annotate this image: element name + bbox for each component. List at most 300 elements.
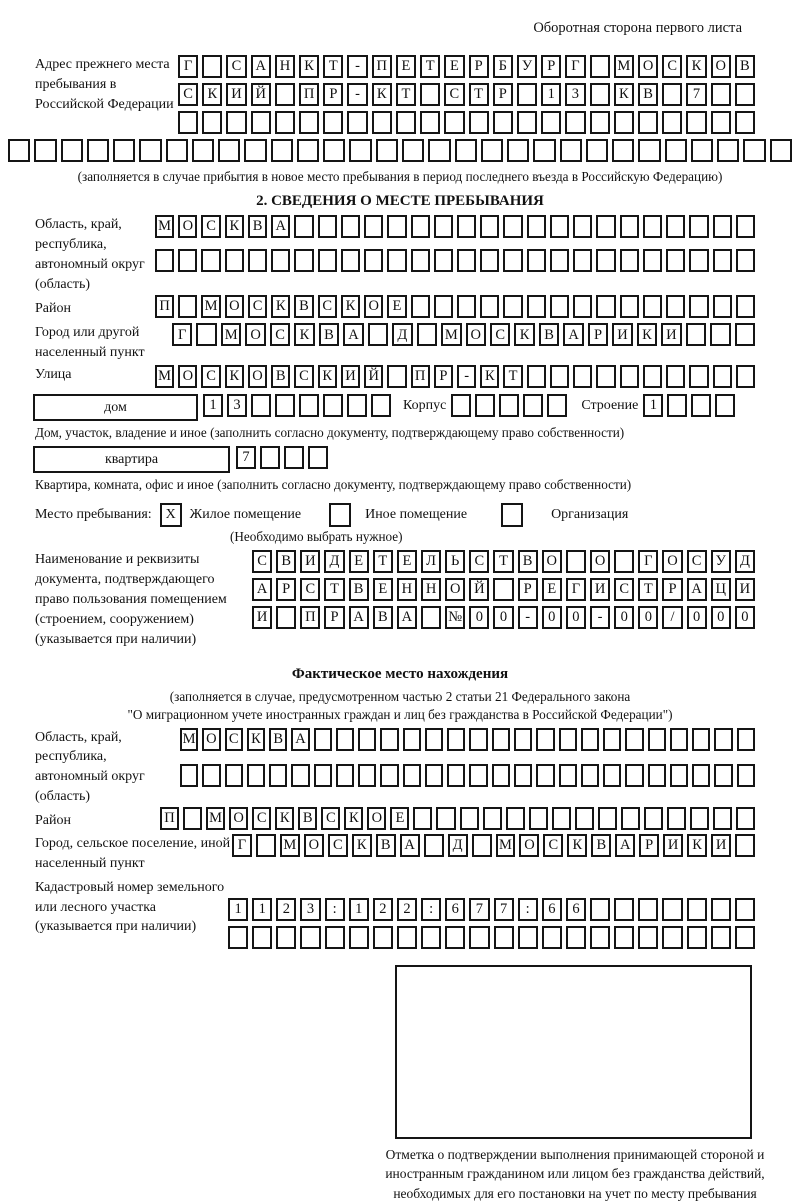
char-cell[interactable]: Д (392, 323, 412, 346)
char-cell[interactable] (711, 83, 731, 106)
char-cell[interactable] (638, 111, 658, 134)
char-cell[interactable] (424, 834, 444, 857)
char-cell[interactable] (648, 764, 666, 787)
char-cell[interactable]: П (155, 295, 174, 318)
char-cell[interactable] (251, 394, 271, 417)
char-cell[interactable]: Е (390, 807, 409, 830)
char-cell[interactable]: М (155, 365, 174, 388)
char-cell[interactable] (550, 215, 569, 238)
char-cell[interactable]: Г (172, 323, 192, 346)
char-cell[interactable]: И (661, 323, 681, 346)
char-cell[interactable] (666, 365, 685, 388)
char-cell[interactable] (202, 55, 222, 78)
char-cell[interactable] (387, 365, 406, 388)
char-cell[interactable]: С (321, 807, 340, 830)
char-cell[interactable]: 0 (469, 606, 489, 629)
char-cell[interactable] (518, 926, 538, 949)
char-cell[interactable] (620, 249, 639, 272)
char-cell[interactable] (533, 139, 555, 162)
char-cell[interactable]: / (662, 606, 682, 629)
char-cell[interactable]: Й (469, 578, 489, 601)
char-cell[interactable]: В (735, 55, 755, 78)
char-cell[interactable]: О (178, 365, 197, 388)
char-cell[interactable] (715, 394, 735, 417)
char-cell[interactable]: О (202, 728, 220, 751)
char-cell[interactable] (666, 295, 685, 318)
char-cell[interactable] (713, 365, 732, 388)
char-cell[interactable]: 1 (203, 394, 223, 417)
char-cell[interactable]: К (299, 55, 319, 78)
char-cell[interactable] (493, 111, 513, 134)
char-cell[interactable] (192, 139, 214, 162)
char-cell[interactable] (314, 728, 332, 751)
char-cell[interactable] (590, 898, 610, 921)
char-cell[interactable]: У (711, 550, 731, 573)
char-cell[interactable]: В (638, 83, 658, 106)
char-cell[interactable] (596, 295, 615, 318)
char-cell[interactable] (256, 834, 276, 857)
char-cell[interactable]: С (252, 550, 272, 573)
char-cell[interactable] (371, 394, 391, 417)
char-cell[interactable]: В (319, 323, 339, 346)
char-cell[interactable] (202, 111, 222, 134)
char-cell[interactable]: М (206, 807, 225, 830)
char-cell[interactable]: О (519, 834, 539, 857)
char-cell[interactable]: А (291, 728, 309, 751)
char-cell[interactable]: О (445, 578, 465, 601)
char-cell[interactable]: О (248, 365, 267, 388)
char-cell[interactable] (550, 249, 569, 272)
char-cell[interactable] (469, 111, 489, 134)
char-cell[interactable] (417, 323, 437, 346)
char-cell[interactable]: В (271, 365, 290, 388)
char-cell[interactable] (503, 215, 522, 238)
char-cell[interactable]: Е (373, 578, 393, 601)
char-cell[interactable] (691, 139, 713, 162)
char-cell[interactable] (638, 139, 660, 162)
char-cell[interactable] (387, 249, 406, 272)
char-cell[interactable] (364, 249, 383, 272)
char-cell[interactable] (743, 139, 765, 162)
char-cell[interactable]: Г (566, 578, 586, 601)
char-cell[interactable] (457, 295, 476, 318)
char-cell[interactable] (620, 215, 639, 238)
char-cell[interactable] (411, 215, 430, 238)
char-cell[interactable] (299, 111, 319, 134)
char-cell[interactable] (420, 111, 440, 134)
char-cell[interactable] (483, 807, 502, 830)
char-cell[interactable] (155, 249, 174, 272)
char-cell[interactable] (87, 139, 109, 162)
char-cell[interactable]: И (735, 578, 755, 601)
char-cell[interactable] (218, 139, 240, 162)
char-cell[interactable] (559, 728, 577, 751)
char-cell[interactable]: И (300, 550, 320, 573)
char-cell[interactable] (644, 807, 663, 830)
char-cell[interactable] (411, 249, 430, 272)
char-cell[interactable]: В (518, 550, 538, 573)
char-cell[interactable] (358, 764, 376, 787)
char-cell[interactable] (711, 926, 731, 949)
char-cell[interactable]: К (294, 323, 314, 346)
char-cell[interactable] (411, 295, 430, 318)
char-cell[interactable]: - (590, 606, 610, 629)
char-cell[interactable] (603, 728, 621, 751)
char-cell[interactable] (403, 728, 421, 751)
char-cell[interactable] (736, 295, 755, 318)
char-cell[interactable] (736, 249, 755, 272)
char-cell[interactable] (625, 764, 643, 787)
char-cell[interactable] (586, 139, 608, 162)
char-cell[interactable] (196, 323, 216, 346)
char-cell[interactable] (34, 139, 56, 162)
char-cell[interactable]: И (711, 834, 731, 857)
char-cell[interactable] (713, 215, 732, 238)
char-cell[interactable]: Д (324, 550, 344, 573)
char-cell[interactable] (494, 926, 514, 949)
char-cell[interactable] (527, 215, 546, 238)
char-cell[interactable] (413, 807, 432, 830)
char-cell[interactable]: К (341, 295, 360, 318)
char-cell[interactable] (480, 295, 499, 318)
char-cell[interactable] (506, 807, 525, 830)
char-cell[interactable] (323, 139, 345, 162)
char-cell[interactable]: В (269, 728, 287, 751)
char-cell[interactable] (420, 83, 440, 106)
char-cell[interactable]: В (349, 578, 369, 601)
char-cell[interactable]: Т (373, 550, 393, 573)
char-cell[interactable]: 7 (686, 83, 706, 106)
char-cell[interactable]: С (662, 55, 682, 78)
char-cell[interactable] (687, 926, 707, 949)
char-cell[interactable] (711, 111, 731, 134)
char-cell[interactable]: С (248, 295, 267, 318)
char-cell[interactable] (550, 295, 569, 318)
char-cell[interactable]: Т (323, 55, 343, 78)
char-cell[interactable]: С (490, 323, 510, 346)
char-cell[interactable]: В (294, 295, 313, 318)
char-cell[interactable]: О (466, 323, 486, 346)
char-cell[interactable]: В (539, 323, 559, 346)
char-cell[interactable] (736, 807, 755, 830)
char-cell[interactable]: 0 (638, 606, 658, 629)
char-cell[interactable] (318, 249, 337, 272)
char-cell[interactable] (376, 139, 398, 162)
char-cell[interactable]: А (400, 834, 420, 857)
char-cell[interactable]: А (563, 323, 583, 346)
char-cell[interactable] (620, 295, 639, 318)
char-cell[interactable]: И (663, 834, 683, 857)
char-cell[interactable]: О (178, 215, 197, 238)
char-cell[interactable] (625, 728, 643, 751)
char-cell[interactable]: В (373, 606, 393, 629)
char-cell[interactable] (260, 446, 280, 469)
char-cell[interactable] (603, 764, 621, 787)
char-cell[interactable]: Е (387, 295, 406, 318)
char-cell[interactable] (252, 926, 272, 949)
char-cell[interactable] (573, 295, 592, 318)
char-cell[interactable] (183, 807, 202, 830)
char-cell[interactable]: Р (662, 578, 682, 601)
char-cell[interactable]: С (201, 215, 220, 238)
char-cell[interactable] (714, 728, 732, 751)
char-cell[interactable] (244, 139, 266, 162)
char-cell[interactable] (425, 728, 443, 751)
char-cell[interactable]: М (155, 215, 174, 238)
char-cell[interactable] (689, 249, 708, 272)
char-cell[interactable] (643, 295, 662, 318)
char-cell[interactable] (662, 926, 682, 949)
char-cell[interactable] (514, 728, 532, 751)
char-cell[interactable]: Н (275, 55, 295, 78)
char-cell[interactable]: 0 (711, 606, 731, 629)
char-cell[interactable]: М (614, 55, 634, 78)
char-cell[interactable]: И (612, 323, 632, 346)
char-cell[interactable]: 6 (445, 898, 465, 921)
char-cell[interactable]: О (225, 295, 244, 318)
char-cell[interactable] (225, 764, 243, 787)
char-cell[interactable]: А (252, 578, 272, 601)
char-cell[interactable]: Ь (445, 550, 465, 573)
char-cell[interactable] (275, 394, 295, 417)
char-cell[interactable]: № (445, 606, 465, 629)
char-cell[interactable]: О (711, 55, 731, 78)
char-cell[interactable]: К (225, 365, 244, 388)
char-cell[interactable]: - (347, 55, 367, 78)
char-cell[interactable] (541, 111, 561, 134)
char-cell[interactable]: С (294, 365, 313, 388)
char-cell[interactable]: И (341, 365, 360, 388)
char-cell[interactable] (336, 728, 354, 751)
char-cell[interactable] (667, 807, 686, 830)
char-cell[interactable] (643, 249, 662, 272)
char-cell[interactable]: К (514, 323, 534, 346)
char-cell[interactable]: М (201, 295, 220, 318)
char-cell[interactable]: Р (323, 83, 343, 106)
char-cell[interactable]: К (567, 834, 587, 857)
char-cell[interactable] (323, 111, 343, 134)
char-cell[interactable] (717, 139, 739, 162)
char-cell[interactable]: 2 (276, 898, 296, 921)
char-cell[interactable] (469, 764, 487, 787)
char-cell[interactable]: М (221, 323, 241, 346)
char-cell[interactable] (736, 365, 755, 388)
char-cell[interactable] (323, 394, 343, 417)
char-cell[interactable] (667, 394, 687, 417)
stay-type-checkbox-residential[interactable]: X (160, 503, 182, 527)
char-cell[interactable] (575, 807, 594, 830)
char-cell[interactable]: Г (638, 550, 658, 573)
char-cell[interactable]: А (271, 215, 290, 238)
char-cell[interactable] (692, 764, 710, 787)
char-cell[interactable] (364, 215, 383, 238)
char-cell[interactable] (621, 807, 640, 830)
char-cell[interactable]: Г (178, 55, 198, 78)
char-cell[interactable] (552, 807, 571, 830)
char-cell[interactable] (643, 215, 662, 238)
char-cell[interactable]: Р (469, 55, 489, 78)
char-cell[interactable] (457, 249, 476, 272)
char-cell[interactable] (444, 111, 464, 134)
char-cell[interactable]: Г (565, 55, 585, 78)
char-cell[interactable] (648, 728, 666, 751)
char-cell[interactable] (341, 215, 360, 238)
char-cell[interactable]: В (248, 215, 267, 238)
char-cell[interactable] (737, 728, 755, 751)
char-cell[interactable]: 3 (565, 83, 585, 106)
char-cell[interactable] (180, 764, 198, 787)
char-cell[interactable] (714, 764, 732, 787)
char-cell[interactable] (248, 249, 267, 272)
char-cell[interactable]: И (590, 578, 610, 601)
char-cell[interactable] (614, 550, 634, 573)
char-cell[interactable] (620, 365, 639, 388)
char-cell[interactable]: К (637, 323, 657, 346)
char-cell[interactable] (736, 215, 755, 238)
char-cell[interactable] (560, 139, 582, 162)
char-cell[interactable] (503, 295, 522, 318)
char-cell[interactable]: О (229, 807, 248, 830)
char-cell[interactable]: Н (397, 578, 417, 601)
char-cell[interactable] (596, 365, 615, 388)
char-cell[interactable]: 3 (227, 394, 247, 417)
char-cell[interactable] (380, 764, 398, 787)
char-cell[interactable] (662, 83, 682, 106)
char-cell[interactable] (358, 728, 376, 751)
char-cell[interactable]: О (590, 550, 610, 573)
char-cell[interactable]: : (421, 898, 441, 921)
char-cell[interactable]: П (372, 55, 392, 78)
char-cell[interactable] (201, 249, 220, 272)
char-cell[interactable]: С (300, 578, 320, 601)
char-cell[interactable] (665, 139, 687, 162)
char-cell[interactable] (527, 365, 546, 388)
char-cell[interactable] (434, 295, 453, 318)
char-cell[interactable] (226, 111, 246, 134)
char-cell[interactable]: М (441, 323, 461, 346)
char-cell[interactable]: П (160, 807, 179, 830)
stay-type-checkbox-other[interactable] (329, 503, 351, 527)
char-cell[interactable] (291, 764, 309, 787)
char-cell[interactable] (368, 323, 388, 346)
char-cell[interactable] (499, 394, 519, 417)
char-cell[interactable]: Т (503, 365, 522, 388)
char-cell[interactable]: К (202, 83, 222, 106)
char-cell[interactable] (225, 249, 244, 272)
char-cell[interactable] (573, 215, 592, 238)
char-cell[interactable]: 7 (236, 446, 256, 469)
char-cell[interactable] (493, 578, 513, 601)
char-cell[interactable] (566, 550, 586, 573)
char-cell[interactable]: 7 (469, 898, 489, 921)
char-cell[interactable]: 0 (687, 606, 707, 629)
char-cell[interactable] (455, 139, 477, 162)
char-cell[interactable] (536, 728, 554, 751)
char-cell[interactable]: С (614, 578, 634, 601)
char-cell[interactable] (590, 55, 610, 78)
char-cell[interactable] (275, 111, 295, 134)
char-cell[interactable] (713, 295, 732, 318)
char-cell[interactable] (523, 394, 543, 417)
char-cell[interactable] (372, 111, 392, 134)
char-cell[interactable] (247, 764, 265, 787)
char-cell[interactable] (284, 446, 304, 469)
char-cell[interactable] (550, 365, 569, 388)
char-cell[interactable]: К (275, 807, 294, 830)
char-cell[interactable] (276, 926, 296, 949)
char-cell[interactable]: Р (276, 578, 296, 601)
char-cell[interactable] (421, 926, 441, 949)
char-cell[interactable] (692, 728, 710, 751)
char-cell[interactable]: : (325, 898, 345, 921)
char-cell[interactable]: К (225, 215, 244, 238)
char-cell[interactable] (517, 83, 537, 106)
char-cell[interactable]: Т (324, 578, 344, 601)
char-cell[interactable]: 7 (494, 898, 514, 921)
char-cell[interactable] (396, 111, 416, 134)
char-cell[interactable] (402, 139, 424, 162)
char-cell[interactable] (713, 807, 732, 830)
char-cell[interactable] (737, 764, 755, 787)
char-cell[interactable]: У (517, 55, 537, 78)
char-cell[interactable]: Д (735, 550, 755, 573)
char-cell[interactable]: С (178, 83, 198, 106)
char-cell[interactable] (687, 898, 707, 921)
char-cell[interactable] (643, 365, 662, 388)
char-cell[interactable]: 0 (542, 606, 562, 629)
char-cell[interactable] (492, 728, 510, 751)
char-cell[interactable] (735, 111, 755, 134)
char-cell[interactable]: Й (251, 83, 271, 106)
stay-type-checkbox-organization[interactable] (501, 503, 523, 527)
char-cell[interactable] (202, 764, 220, 787)
char-cell[interactable] (690, 807, 709, 830)
char-cell[interactable] (529, 807, 548, 830)
char-cell[interactable] (612, 139, 634, 162)
char-cell[interactable]: И (226, 83, 246, 106)
char-cell[interactable] (735, 323, 755, 346)
char-cell[interactable] (472, 834, 492, 857)
char-cell[interactable]: Т (420, 55, 440, 78)
char-cell[interactable] (686, 323, 706, 346)
char-cell[interactable] (666, 249, 685, 272)
char-cell[interactable] (318, 215, 337, 238)
char-cell[interactable] (276, 606, 296, 629)
char-cell[interactable]: 1 (643, 394, 663, 417)
char-cell[interactable] (573, 365, 592, 388)
char-cell[interactable] (8, 139, 30, 162)
char-cell[interactable]: 0 (493, 606, 513, 629)
char-cell[interactable] (428, 139, 450, 162)
char-cell[interactable]: П (299, 83, 319, 106)
char-cell[interactable] (373, 926, 393, 949)
char-cell[interactable]: 2 (397, 898, 417, 921)
char-cell[interactable]: 6 (542, 898, 562, 921)
char-cell[interactable] (451, 394, 471, 417)
char-cell[interactable]: А (349, 606, 369, 629)
char-cell[interactable]: И (252, 606, 272, 629)
char-cell[interactable]: 1 (349, 898, 369, 921)
char-cell[interactable] (565, 111, 585, 134)
char-cell[interactable] (713, 249, 732, 272)
char-cell[interactable] (469, 728, 487, 751)
char-cell[interactable]: С (270, 323, 290, 346)
char-cell[interactable] (590, 83, 610, 106)
char-cell[interactable]: Т (493, 550, 513, 573)
char-cell[interactable]: Л (421, 550, 441, 573)
char-cell[interactable]: К (687, 834, 707, 857)
char-cell[interactable] (308, 446, 328, 469)
